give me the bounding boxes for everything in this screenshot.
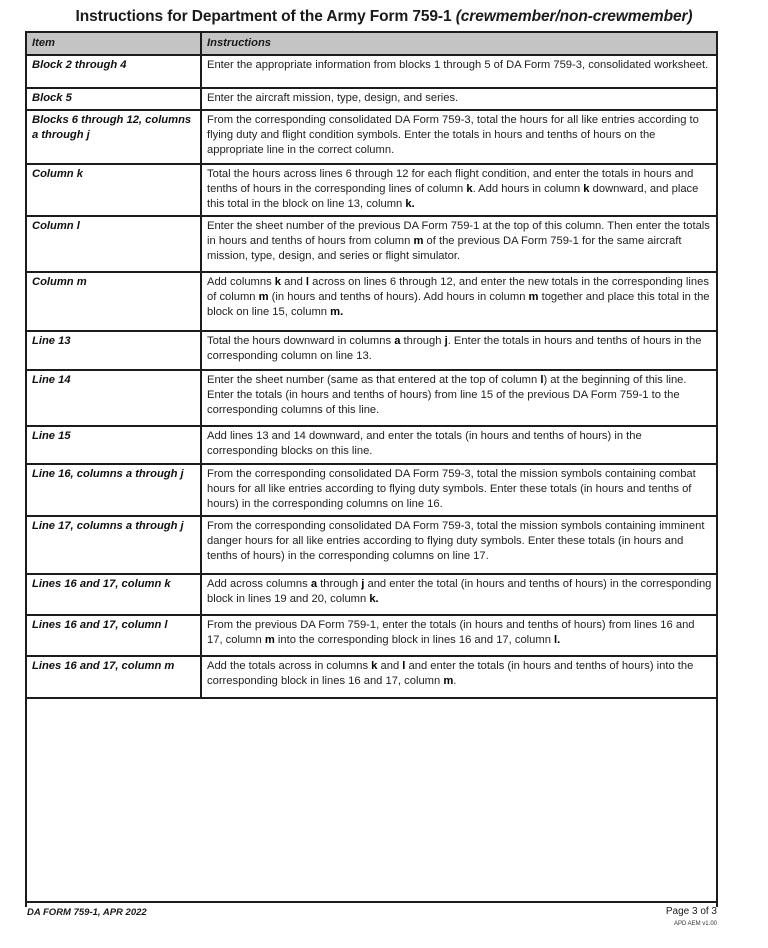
row-item: Lines 16 and 17, column l	[26, 615, 201, 656]
row-item: Column l	[26, 216, 201, 272]
row-item: Blocks 6 through 12, columns a through j	[26, 110, 201, 164]
table-row	[26, 426, 717, 464]
title-subtitle: (crewmember/non-crewmember)	[455, 8, 693, 25]
row-item: Lines 16 and 17, column m	[26, 656, 201, 698]
row-item: Line 14	[26, 370, 201, 426]
instruction-text: downward, and place this total in the block on line 13, column	[207, 183, 699, 210]
bold-term: a	[310, 578, 318, 590]
row-instructions	[201, 272, 717, 331]
bold-term: l	[402, 660, 406, 672]
instruction-text: of the previous DA Form 759-1 for the same aircraft mission, type, design, and series or flight simulator.	[207, 235, 682, 262]
bold-term: m	[443, 675, 454, 687]
table-row	[26, 656, 717, 698]
header-instructions: Instructions	[201, 32, 717, 55]
instruction-text: and enter the totals (in hours and tenths of hours) into the corresponding block in lines 16 and 17, column	[207, 660, 694, 687]
bold-term: l.	[554, 634, 561, 646]
instruction-text: From the corresponding consolidated DA Form 759-3, total the mission symbols containing imminent danger hours for all like entries according to flying duty symbols. Enter these totals (in hours and tenths of hours) in the corresponding columns on line 17.	[207, 520, 705, 562]
instruction-text: Total the hours downward in columns	[207, 335, 395, 347]
bold-term: m	[264, 634, 275, 646]
table-row	[26, 216, 717, 272]
row-item: Line 17, columns a through j	[26, 516, 201, 574]
bold-term: l	[540, 374, 544, 386]
row-item: Block 2 through 4	[26, 55, 201, 88]
row-instructions	[201, 88, 717, 110]
row-instructions	[201, 574, 717, 615]
row-item: Line 16, columns a through j	[26, 464, 201, 516]
title-main: Instructions for Department of the Army Form 759-1	[75, 8, 456, 25]
instruction-text: Total the hours across lines 6 through 12 for each flight condition, and enter the totals in hours and tenths of hours in the corresponding lines of column	[207, 168, 694, 195]
bold-term: m	[258, 291, 269, 303]
row-item: Line 15	[26, 426, 201, 464]
table-row	[26, 88, 717, 110]
instruction-text: . Enter the totals in hours and tenths of hours in the corresponding column on line 13.	[207, 335, 702, 362]
table-row	[26, 516, 717, 574]
bold-term: k.	[369, 593, 379, 605]
instruction-text: Enter the aircraft mission, type, design, and series.	[207, 92, 459, 104]
instruction-text: through	[317, 578, 362, 590]
instruction-text: ) at the beginning of this line. Enter the totals (in hours and tenths of hours) from line 15 of the previous DA Form 759-1 to the corresponding columns of this line.	[207, 374, 687, 416]
row-instructions	[201, 615, 717, 656]
row-item: Line 13	[26, 331, 201, 370]
bold-term: k.	[405, 198, 415, 210]
bold-term: m	[413, 235, 424, 247]
instruction-text: across on lines 6 through 12, and enter the new totals in the corresponding lines of column	[207, 276, 709, 303]
page-number: Page 3 of 3	[665, 906, 717, 917]
row-instructions	[201, 516, 717, 574]
instruction-text: From the previous DA Form 759-1, enter the totals (in hours and tenths of hours) from lines 16 and 17, column	[207, 619, 695, 646]
bold-term: k	[274, 276, 282, 288]
header-item: Item	[26, 32, 201, 55]
bold-term: a	[394, 335, 401, 347]
row-item: Column k	[26, 164, 201, 216]
blank-space	[26, 698, 717, 907]
instruction-text: (in hours and tenths of hours). Add hours in column	[268, 291, 529, 303]
row-instructions	[201, 370, 717, 426]
instruction-text: Add across columns	[207, 578, 311, 590]
instruction-text: Enter the appropriate information from blocks 1 through 5 of DA Form 759-3, consolidated worksheet.	[207, 59, 709, 71]
instruction-text: and enter the total (in hours and tenths of hours) in the corresponding block in lines 19 and 20, column	[207, 578, 712, 605]
row-instructions	[201, 55, 717, 88]
table-row	[26, 55, 717, 88]
row-instructions	[201, 164, 717, 216]
instruction-text: From the corresponding consolidated DA Form 759-3, total the hours for all like entries according to flying duty and flight condition symbols. Enter the totals in hours and tenths of hours on the appropriate line in the correct column.	[207, 114, 699, 156]
row-instructions	[201, 426, 717, 464]
bold-term: k	[371, 660, 378, 672]
form-id: DA FORM 759-1, APR 2022	[27, 907, 147, 918]
table-row	[26, 574, 717, 615]
version-label: APD AEM v1.00	[673, 921, 717, 927]
row-instructions	[201, 331, 717, 370]
table-row	[26, 272, 717, 331]
bold-term: m	[528, 291, 539, 303]
instruction-text: together and place this total in the block on line 15, column	[207, 291, 710, 318]
bold-term: k	[466, 183, 473, 195]
table-row	[26, 331, 717, 370]
row-item: Lines 16 and 17, column k	[26, 574, 201, 615]
instructions-table	[25, 31, 718, 907]
row-instructions	[201, 656, 717, 698]
bold-term: m.	[330, 306, 344, 318]
instruction-text: and	[377, 660, 403, 672]
instruction-text: and	[281, 276, 306, 288]
row-instructions	[201, 110, 717, 164]
bold-term: j	[444, 335, 448, 347]
table-header-row	[26, 32, 717, 55]
instruction-text: into the corresponding block in lines 16 and 17, column	[274, 634, 555, 646]
instruction-text: Add lines 13 and 14 downward, and enter the totals (in hours and tenths of hours) in the corresponding blocks on this line.	[207, 430, 642, 457]
table-row	[26, 370, 717, 426]
row-item: Column m	[26, 272, 201, 331]
row-instructions	[201, 464, 717, 516]
row-item: Block 5	[26, 88, 201, 110]
page-title	[0, 8, 768, 26]
bold-term: l	[305, 276, 310, 288]
instruction-text: .	[453, 675, 457, 687]
instruction-text: through	[400, 335, 445, 347]
instruction-text: Add the totals across in columns	[207, 660, 372, 672]
table-row	[26, 615, 717, 656]
table-row	[26, 464, 717, 516]
bold-term: k	[583, 183, 590, 195]
empty-area	[26, 698, 717, 907]
table-row	[26, 164, 717, 216]
instruction-text: Enter the sheet number of the previous DA Form 759-1 at the top of this column. Then enter the totals in hours and tenths of hours from column	[207, 220, 710, 247]
instruction-text: . Add hours in column	[472, 183, 584, 195]
instruction-text: Enter the sheet number (same as that entered at the top of column	[207, 374, 541, 386]
bold-term: j	[361, 578, 365, 590]
instruction-text: From the corresponding consolidated DA Form 759-3, total the mission symbols containing combat hours for all like entries according to flying duty symbols. Enter these totals (in hours and tenths of hours) in the corresponding columns on line 16.	[207, 468, 696, 510]
row-instructions	[201, 216, 717, 272]
table-row	[26, 110, 717, 164]
instruction-text: Add columns	[207, 276, 275, 288]
